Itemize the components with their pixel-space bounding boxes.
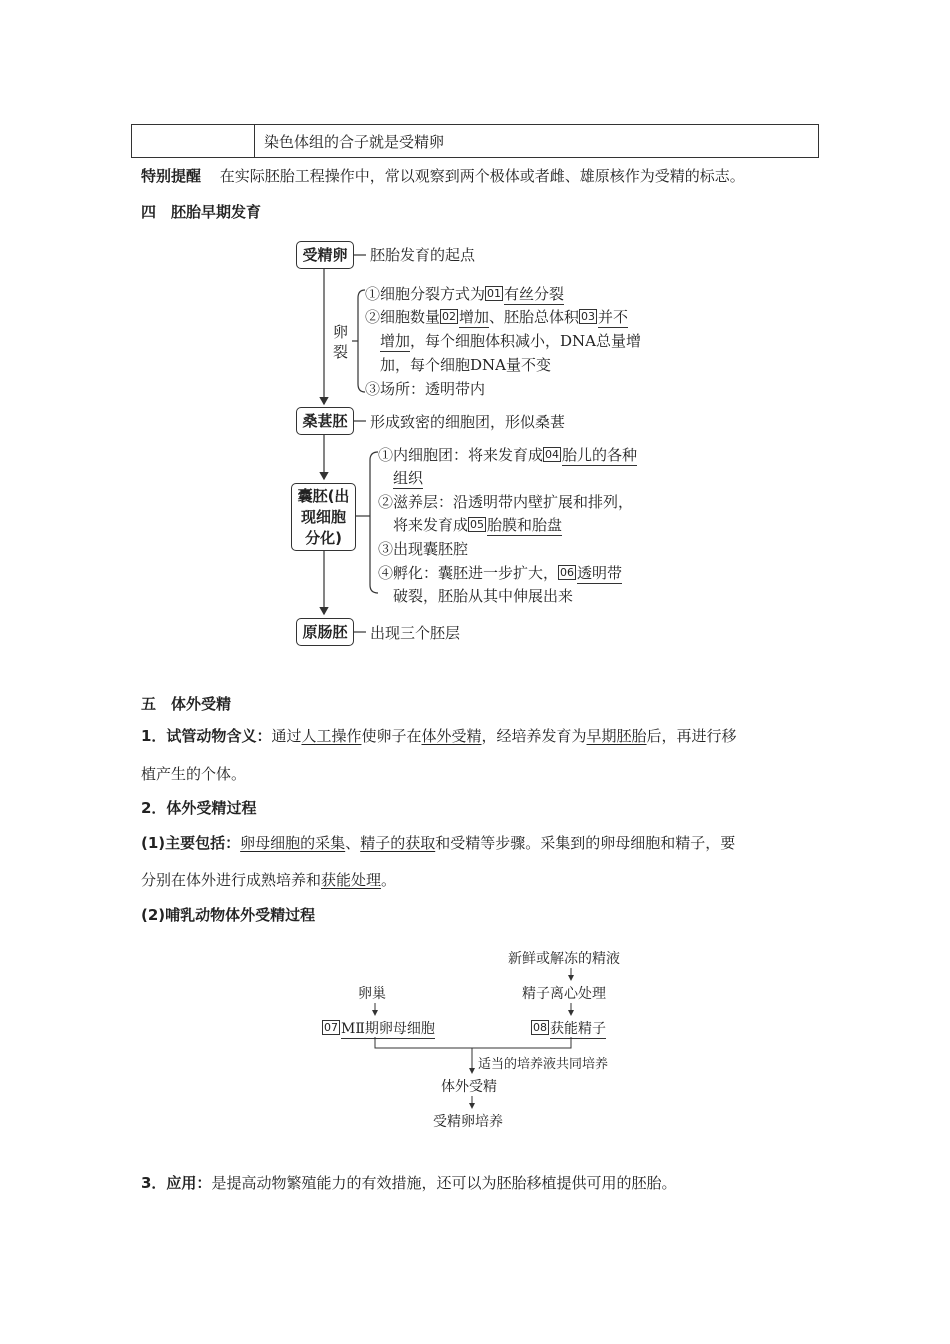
blank-number-08: 08 [533,1021,547,1034]
blastocyst-item-4-line2: 破裂，胚胎从其中伸展出来 [393,587,574,605]
item-2-1-line2: 分别在体外进行成熟培养和获能处理。 [141,871,397,889]
item-2-1-line1: (1)主要包括：卵母细胞的采集、精子的获取和受精等步骤。采集到的卵母细胞和精子，要 [141,834,736,852]
section-5-title: 五 体外受精 [141,695,232,713]
capacitated-sperm: 08 获能精子 [533,1021,606,1037]
morula-box: 桑葚胚 [296,407,354,435]
item-1-line2: 植产生的个体。 [141,765,247,783]
blastocyst-box: 囊胚(出 现细胞 分化) [291,483,356,551]
cleavage-item-2: ②细胞数量 02 增加、胚胎总体积 03 并不 [365,308,629,326]
section-4-title: 四 胚胎早期发育 [141,203,262,221]
zygote-culture: 受精卵培养 [433,1114,503,1130]
blastocyst-item-1-line2: 组织 [393,469,424,487]
blank-number-03: 03 [581,310,596,323]
mii-oocyte: 07 MⅡ期卵母细胞 [324,1021,435,1037]
item-1-line1: 1．试管动物含义：通过人工操作使卵子在体外受精，经培养发育为早期胚胎后，再进行移 [141,727,737,745]
fresh-semen: 新鲜或解冻的精液 [508,951,620,967]
ivf-step: 体外受精 [441,1079,497,1095]
culture-note: 适当的培养液共同培养 [478,1057,609,1072]
zygote-box: 受精卵 [296,241,354,269]
cleavage-item-1: ①细胞分裂方式为 01 有丝分裂 [365,285,565,303]
cleavage-label-2: 裂 [333,343,349,361]
blank-number-07: 07 [324,1021,338,1034]
blank-number-02: 02 [442,310,457,323]
item-3: 3．应用：是提高动物繁殖能力的有效措施，还可以为胚胎移植提供可用的胚胎。 [141,1174,677,1192]
sperm-centrifuge: 精子离心处理 [522,986,606,1002]
cleavage-item-2-line2: 增加，每个细胞体积减小，DNA总量增 [380,332,642,350]
blastocyst-item-4: ④孵化：囊胚进一步扩大， 06 透明带 [378,564,623,582]
blank-number-05: 05 [470,518,485,531]
blastocyst-item-1: ①内细胞团：将来发育成 04 胎儿的各种 [378,446,638,464]
cleavage-item-3: ③场所：透明带内 [365,380,486,398]
blastocyst-item-2-line2: 将来发育成 05 胎膜和胎盘 [393,516,563,534]
blastocyst-item-2: ②滋养层：沿透明带内壁扩展和排列， [378,493,634,511]
cleavage-item-2-line3: 加，每个细胞DNA量不变 [380,356,551,374]
item-2-title: 2．体外受精过程 [141,799,257,817]
gastrula-box: 原肠胚 [296,618,354,646]
morula-desc: 形成致密的细胞团，形似桑葚 [370,413,566,431]
note-text: 在实际胚胎工程操作中，常以观察到两个极体或者雌、雄原核作为受精的标志。 [219,167,745,185]
blank-number-01: 01 [487,287,502,300]
note-label: 特别提醒 [141,167,202,185]
blastocyst-item-3: ③出现囊胚腔 [378,540,469,558]
blank-number-06: 06 [560,566,575,579]
gastrula-desc: 出现三个胚层 [370,624,461,642]
cleavage-label-1: 卵 [333,323,349,341]
ovary: 卵巢 [358,986,386,1002]
item-2-2-title: (2)哺乳动物体外受精过程 [141,906,316,924]
table-cell-right: 染色体组的合子就是受精卵 [264,133,445,151]
blank-number-04: 04 [545,448,560,461]
zygote-desc: 胚胎发育的起点 [370,246,476,264]
